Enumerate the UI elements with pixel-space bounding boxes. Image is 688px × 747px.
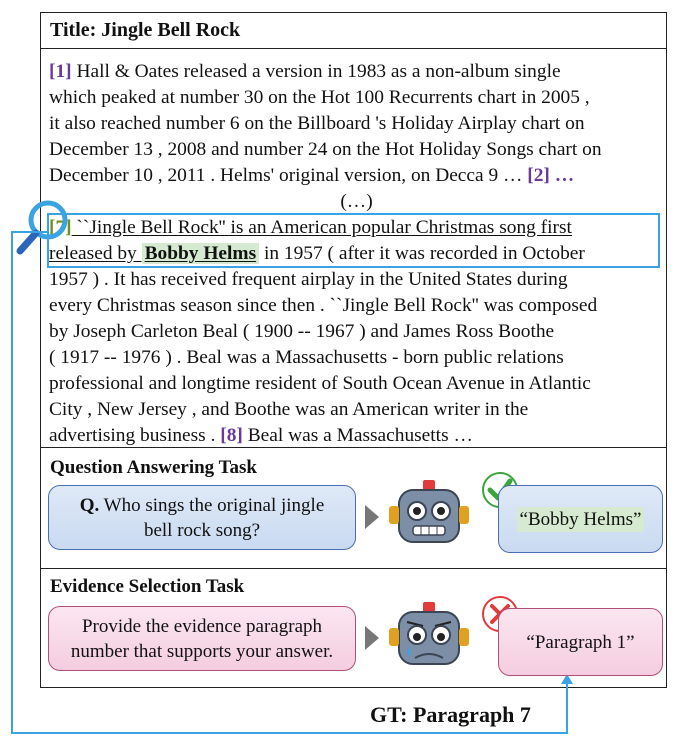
qa-title: Question Answering Task	[50, 457, 257, 478]
question-bubble: Q. Who sings the original jingle bell rock song?	[48, 485, 356, 550]
robot-sad-icon	[385, 600, 475, 675]
ground-truth-label: GT: Paragraph 7	[370, 702, 531, 727]
qa-arrow-icon	[365, 505, 379, 529]
evidence-answer-text: “Paragraph 1”	[526, 631, 635, 653]
evidence-arrow-icon	[365, 626, 379, 650]
answer-text: “Bobby Helms”	[517, 507, 645, 532]
answer-highlight: Bobby Helms	[142, 243, 260, 264]
ref-7: [7]	[49, 217, 72, 238]
passage-text: [1] Hall & Oates released a version in 1983 as a non-album single which peaked at number 30 on the Hot 100 Recurrents chart in 2005 , it also reached number 6 on the Billboard 's Holiday Airplay chart on December 13 , 2008 and number 24 on the Hot Holiday Songs chart on December 10 , 2011 . Helms' original version, on Decca 9 … [2] … (…) [7] ``Jingle Bell Rock'' is an American popular Christmas song first released by Bobby Helms in 1957 ( after it was recorded in October 1957 ) . It has received frequent airplay in the United States during every Christmas season since then . ``Jingle Bell Rock'' was composed by Joseph Carleton Beal ( 1900 -- 1967 ) and James Ross Boothe ( 1917 -- 1976 ) . Beal was a Massachusetts - born public relations professional and longtime resident of South Ocean Avenue in Atlantic City , New Jersey , and Boothe was an American writer in the advertising business . [8] Beal was a Massachusetts …	[49, 59, 664, 449]
ellipsis: (…)	[340, 191, 373, 212]
passage-title: Title: Jingle Bell Rock	[50, 19, 241, 41]
evidence-title: Evidence Selection Task	[50, 576, 245, 597]
robot-happy-icon	[385, 478, 475, 553]
evidence-answer-bubble	[498, 608, 663, 676]
q-label: Q.	[79, 494, 100, 516]
ref-2: [2] …	[527, 165, 575, 186]
ref-1: [1]	[49, 61, 72, 82]
ref-8: [8]	[220, 425, 243, 446]
answer-bubble	[498, 485, 663, 553]
evidence-prompt-bubble: Provide the evidence paragraph number that supports your answer.	[48, 606, 356, 671]
